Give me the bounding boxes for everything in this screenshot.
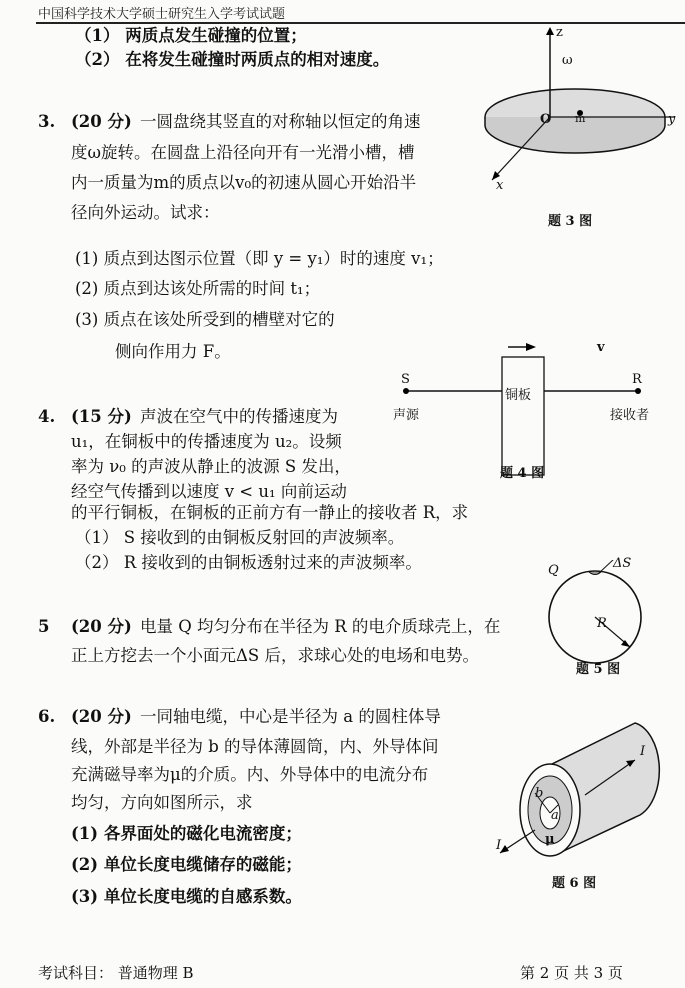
fig5-r-label: R <box>597 616 607 631</box>
q6-item: (1) 各界面处的磁化电流密度； <box>71 824 302 843</box>
fig3-origin-label: O <box>540 112 552 127</box>
footer-page-number: 第 2 页 共 3 页 <box>520 964 623 982</box>
fig3-m-label: m <box>575 112 586 125</box>
q3-item: (1) 质点到达图示位置（即 y = y₁）时的速度 v₁； <box>75 249 444 268</box>
fig5-caption: 题 5 图 <box>576 662 621 677</box>
fig3-y-label: y <box>668 112 676 127</box>
fig4-plate-label: 铜板 <box>505 384 531 403</box>
fig4-receiver-label: 接收者 <box>610 408 650 423</box>
fig6-current-label-out: I <box>640 744 646 759</box>
figure-6-coax-cable <box>490 715 680 865</box>
fig4-r-label: R <box>632 372 642 387</box>
fig6-mu-label: μ <box>545 832 555 847</box>
q3-line: 一圆盘绕其竖直的对称轴以恒定的角速 <box>140 112 421 131</box>
fig6-b-label: b <box>535 786 544 801</box>
q6-line: 均匀，方向如图所示，求 <box>71 793 253 812</box>
q4-number: 4. <box>38 407 56 426</box>
fig5-q-label: Q <box>548 563 559 578</box>
page-header: 中国科学技术大学硕士研究生入学考试试题 <box>38 7 286 22</box>
q4-line: 经空气传播到以速度 v < u₁ 向前运动 <box>71 482 347 501</box>
fig3-omega-label: ω <box>562 53 573 68</box>
fig3-x-label: x <box>496 178 504 193</box>
q3-line: 内一质量为m的质点以v₀的初速从圆心开始沿半 <box>71 173 417 192</box>
q4-line: 的平行铜板，在铜板的正前方有一静止的接收者 R，求 <box>71 503 469 522</box>
prev-item-2: （2） 在将发生碰撞时两质点的相对速度。 <box>75 50 390 69</box>
fig4-v-label: v <box>597 340 605 355</box>
q3-item: (2) 质点到达该处所需的时间 t₁； <box>75 279 321 298</box>
q4-item: （1） S 接收到的由铜板反射回的声波频率。 <box>75 528 405 547</box>
q6-line: 一同轴电缆，中心是半径为 a 的圆柱体导 <box>140 707 441 726</box>
fig6-current-label-in: I <box>496 838 502 853</box>
fig4-caption: 题 4 图 <box>500 466 545 481</box>
fig3-caption: 题 3 图 <box>548 214 593 229</box>
q3-number: 3. <box>38 112 56 131</box>
q6-line: 充满磁导率为μ的介质。内、外导体中的电流分布 <box>71 765 429 784</box>
q5-line: 正上方挖去一个小面元ΔS 后，求球心处的电场和电势。 <box>71 646 479 665</box>
q4-line: u₁，在铜板中的传播速度为 u₂。设频 <box>71 432 342 451</box>
q6-item: (2) 单位长度电缆储存的磁能； <box>71 855 302 874</box>
q3-item: (3) 质点在该处所受到的槽壁对它的 <box>75 310 335 329</box>
fig6-caption: 题 6 图 <box>552 876 597 891</box>
q6-score: (20 分) <box>71 707 132 726</box>
q5-score: (20 分) <box>71 617 132 636</box>
q3-score: (20 分) <box>71 112 132 131</box>
fig3-z-label: z <box>556 25 563 40</box>
q6-item: (3) 单位长度电缆的自感系数。 <box>71 887 302 906</box>
q4-score: (15 分) <box>71 407 132 426</box>
q6-line: 线，外部是半径为 b 的导体薄圆筒，内、外导体间 <box>71 737 439 756</box>
footer-subject: 考试科目： 普通物理 B <box>38 964 194 982</box>
q5-number: 5 <box>38 617 50 636</box>
fig5-ds-label: ΔS <box>613 556 632 571</box>
q3-item: 侧向作用力 F。 <box>115 342 231 361</box>
header-rule <box>36 22 685 24</box>
q3-line: 度ω旋转。在圆盘上沿径向开有一光滑小槽，槽 <box>71 143 415 162</box>
q4-line: 率为 ν₀ 的声波从静止的波源 S 发出， <box>71 457 351 476</box>
q4-item: （2） R 接收到的由铜板透射过来的声波频率。 <box>75 553 422 572</box>
q4-line: 声波在空气中的传播速度为 <box>140 407 338 426</box>
fig4-s-label: S <box>401 372 410 387</box>
fig4-source-label: 声源 <box>393 408 420 423</box>
prev-item-1: （1） 两质点发生碰撞的位置； <box>75 26 307 45</box>
q6-number: 6. <box>38 707 56 726</box>
fig6-a-label: a <box>551 808 559 823</box>
q3-line: 径向外运动。试求： <box>71 203 220 222</box>
q5-line: 电量 Q 均匀分布在半径为 R 的电介质球壳上，在 <box>140 617 501 636</box>
